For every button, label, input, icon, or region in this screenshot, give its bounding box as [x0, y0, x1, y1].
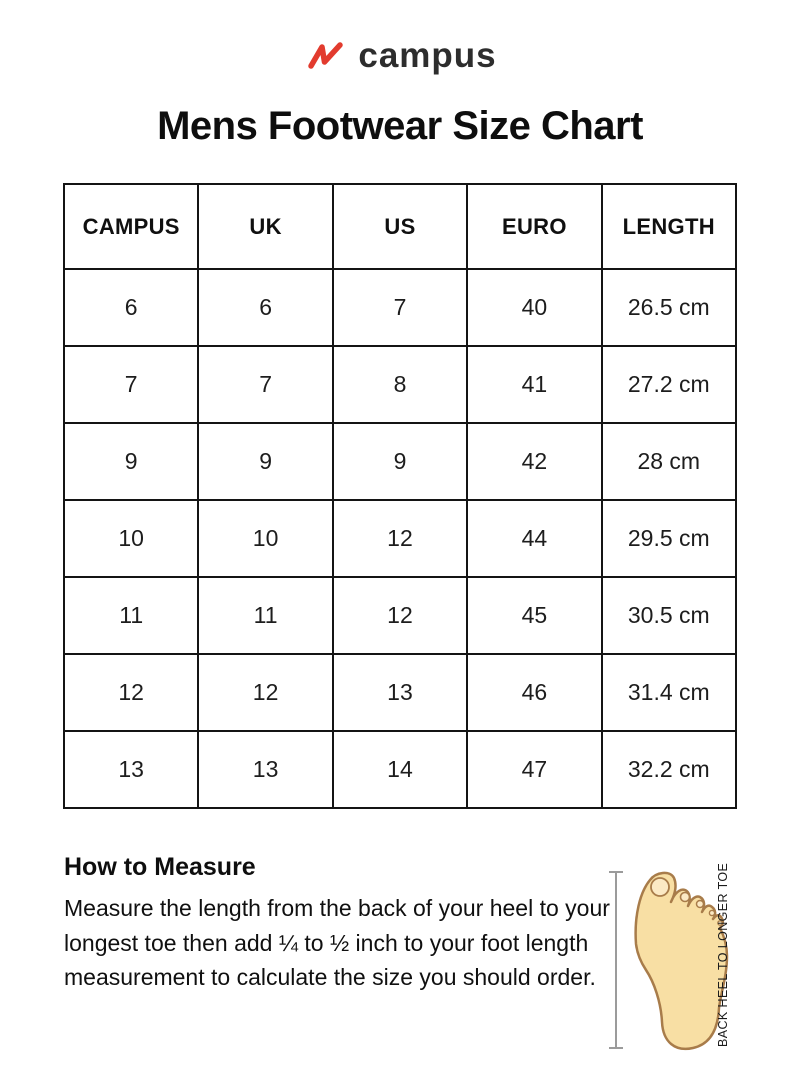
table-cell: 32.2 cm	[602, 731, 736, 808]
diagram-vertical-label: BACK HEEL TO LONGER TOE	[716, 862, 730, 1048]
header-campus: CAMPUS	[64, 184, 198, 269]
table-cell: 7	[64, 346, 198, 423]
table-cell: 42	[467, 423, 601, 500]
header-us: US	[333, 184, 467, 269]
size-chart-table	[63, 183, 737, 809]
header-row	[64, 184, 736, 269]
header-length: LENGTH	[602, 184, 736, 269]
campus-swoosh-icon	[303, 41, 349, 71]
table-row	[64, 654, 736, 731]
table-cell: 13	[198, 731, 332, 808]
table-cell: 44	[467, 500, 601, 577]
table-cell: 9	[64, 423, 198, 500]
how-to-measure-body: Measure the length from the back of your heel to your longest toe then add ¼ to ½ inch to your foot length measurement to calculate the size you should order.	[64, 895, 610, 990]
table-cell: 6	[198, 269, 332, 346]
table-cell: 7	[198, 346, 332, 423]
table-cell: 10	[198, 500, 332, 577]
table-cell: 31.4 cm	[602, 654, 736, 731]
table-cell: 30.5 cm	[602, 577, 736, 654]
table-cell: 11	[64, 577, 198, 654]
table-cell: 8	[333, 346, 467, 423]
table-cell: 41	[467, 346, 601, 423]
table-cell: 46	[467, 654, 601, 731]
table-cell: 12	[198, 654, 332, 731]
table-row	[64, 269, 736, 346]
table-cell: 28 cm	[602, 423, 736, 500]
table-row	[64, 500, 736, 577]
table-cell: 13	[333, 654, 467, 731]
table-cell: 12	[64, 654, 198, 731]
table-cell: 47	[467, 731, 601, 808]
table-cell: 12	[333, 500, 467, 577]
table-row	[64, 423, 736, 500]
campus-logo	[0, 38, 800, 73]
table-cell: 26.5 cm	[602, 269, 736, 346]
table-cell: 14	[333, 731, 467, 808]
table-cell: 27.2 cm	[602, 346, 736, 423]
table-cell: 13	[64, 731, 198, 808]
table-row	[64, 346, 736, 423]
size-table-body	[64, 269, 736, 808]
how-to-measure-heading: How to Measure	[64, 853, 256, 881]
table-cell: 9	[198, 423, 332, 500]
header-euro: EURO	[467, 184, 601, 269]
table-cell: 10	[64, 500, 198, 577]
foot-diagram	[604, 852, 774, 1064]
foot-shape	[636, 873, 727, 1049]
table-cell: 7	[333, 269, 467, 346]
table-header	[64, 184, 736, 269]
foot-illustration-icon	[604, 852, 729, 1064]
header-uk: UK	[198, 184, 332, 269]
brand-wordmark: campus	[358, 36, 497, 75]
measure-line-icon	[609, 872, 623, 1048]
table-row	[64, 731, 736, 808]
table-cell: 6	[64, 269, 198, 346]
table-cell: 12	[333, 577, 467, 654]
table-cell: 29.5 cm	[602, 500, 736, 577]
table-cell: 9	[333, 423, 467, 500]
page-title: Mens Footwear Size Chart	[157, 104, 643, 148]
table-cell: 11	[198, 577, 332, 654]
how-to-measure-section	[64, 853, 612, 995]
table-cell: 40	[467, 269, 601, 346]
table-row	[64, 577, 736, 654]
table-cell: 45	[467, 577, 601, 654]
